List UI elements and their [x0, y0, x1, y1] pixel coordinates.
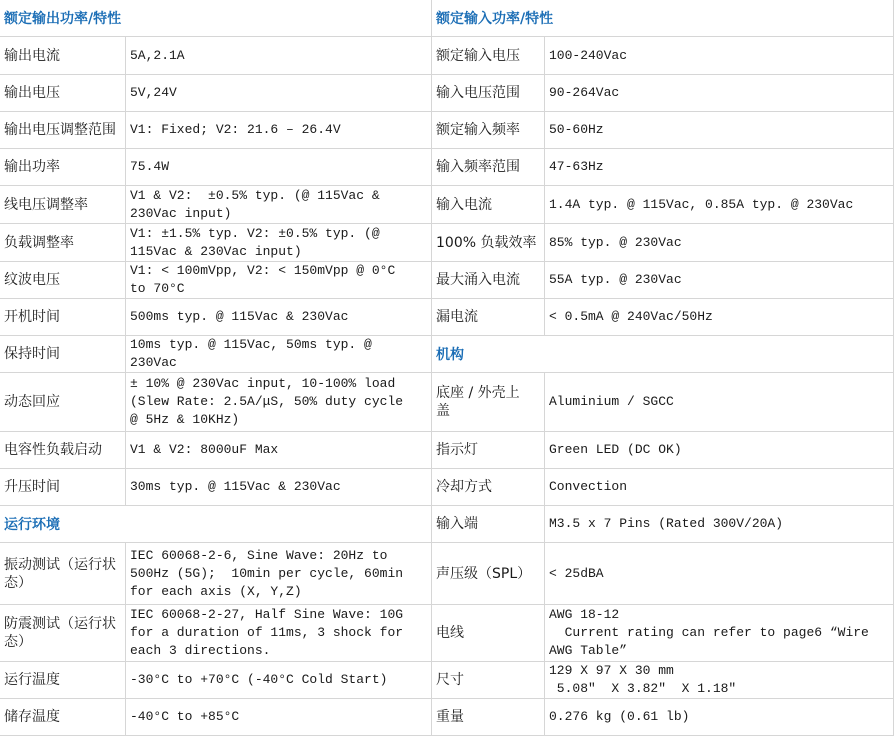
spec-label: 输入电压范围 [432, 75, 545, 112]
spec-value: V1 & V2: 8000uF Max [126, 432, 432, 469]
section-title-mechanical: 机构 [432, 336, 894, 373]
spec-value: M3.5 x 7 Pins (Rated 300V/20A) [545, 506, 894, 543]
spec-label: 防震测试（运行状 态） [0, 605, 126, 662]
spec-value: Convection [545, 469, 894, 506]
spec-value: Aluminium / SGCC [545, 373, 894, 432]
spec-label: 尺寸 [432, 662, 545, 699]
spec-label: 储存温度 [0, 699, 126, 736]
spec-value: IEC 60068-2-27, Half Sine Wave: 10G for a duration of 11ms, 3 shock for each 3 directions. [126, 605, 432, 662]
spec-value: 90-264Vac [545, 75, 894, 112]
spec-label: 指示灯 [432, 432, 545, 469]
spec-value: IEC 60068-2-6, Sine Wave: 20Hz to 500Hz (5G); 10min per cycle, 60min for each axis (X, Y,Z) [126, 543, 432, 605]
spec-value: 75.4W [126, 149, 432, 186]
spec-value: 100-240Vac [545, 37, 894, 75]
spec-value: 0.276 kg (0.61 lb) [545, 699, 894, 736]
spec-value: 1.4A typ. @ 115Vac, 0.85A typ. @ 230Vac [545, 186, 894, 224]
spec-value: < 0.5mA @ 240Vac/50Hz [545, 299, 894, 336]
spec-label: 保持时间 [0, 336, 126, 373]
spec-label: 输出电流 [0, 37, 126, 75]
spec-label: 100% 负载效率 [432, 224, 545, 262]
spec-value: -40°C to +85°C [126, 699, 432, 736]
section-title-environment: 运行环境 [0, 506, 432, 543]
spec-label: 振动测试（运行状 态） [0, 543, 126, 605]
spec-label: 升压时间 [0, 469, 126, 506]
spec-label: 负载调整率 [0, 224, 126, 262]
spec-value: V1: Fixed; V2: 21.6 – 26.4V [126, 112, 432, 149]
spec-value: ± 10% @ 230Vac input, 10-100% load (Slew Rate: 2.5A/μS, 50% duty cycle @ 5Hz & 10KHz) [126, 373, 432, 432]
spec-label: 输出功率 [0, 149, 126, 186]
spec-label: 纹波电压 [0, 262, 126, 299]
spec-label: 动态回应 [0, 373, 126, 432]
section-title-output: 额定输出功率/特性 [0, 0, 432, 37]
spec-value: 55A typ. @ 230Vac [545, 262, 894, 299]
spec-value: 129 X 97 X 30 mm 5.08″ X 3.82″ X 1.18″ [545, 662, 894, 699]
spec-label: 底座 / 外壳上 盖 [432, 373, 545, 432]
spec-value: 5A,2.1A [126, 37, 432, 75]
spec-value: 30ms typ. @ 115Vac & 230Vac [126, 469, 432, 506]
spec-label: 最大涌入电流 [432, 262, 545, 299]
spec-value: V1: < 100mVpp, V2: < 150mVpp @ 0°C to 70°C [126, 262, 432, 299]
spec-label: 输出电压 [0, 75, 126, 112]
spec-label: 冷却方式 [432, 469, 545, 506]
spec-label: 重量 [432, 699, 545, 736]
spec-value: 5V,24V [126, 75, 432, 112]
spec-value: AWG 18-12 Current rating can refer to page6 “Wire AWG Table” [545, 605, 894, 662]
spec-value: 50-60Hz [545, 112, 894, 149]
spec-label: 运行温度 [0, 662, 126, 699]
spec-label: 额定输入频率 [432, 112, 545, 149]
spec-value: 10ms typ. @ 115Vac, 50ms typ. @ 230Vac [126, 336, 432, 373]
spec-label: 电容性负载启动 [0, 432, 126, 469]
section-title-input: 额定输入功率/特性 [432, 0, 894, 37]
spec-value: V1 & V2: ±0.5% typ. (@ 115Vac & 230Vac input) [126, 186, 432, 224]
spec-label: 声压级（SPL） [432, 543, 545, 605]
spec-label: 输入频率范围 [432, 149, 545, 186]
spec-value: 47-63Hz [545, 149, 894, 186]
spec-value: < 25dBA [545, 543, 894, 605]
spec-label: 额定输入电压 [432, 37, 545, 75]
spec-label: 线电压调整率 [0, 186, 126, 224]
spec-value: Green LED (DC OK) [545, 432, 894, 469]
spec-label: 输入电流 [432, 186, 545, 224]
spec-value: -30°C to +70°C (-40°C Cold Start) [126, 662, 432, 699]
spec-label: 开机时间 [0, 299, 126, 336]
spec-label: 输出电压调整范围 [0, 112, 126, 149]
spec-value: 500ms typ. @ 115Vac & 230Vac [126, 299, 432, 336]
spec-label: 电线 [432, 605, 545, 662]
spec-label: 漏电流 [432, 299, 545, 336]
spec-value: 85% typ. @ 230Vac [545, 224, 894, 262]
spec-value: V1: ±1.5% typ. V2: ±0.5% typ. (@ 115Vac & 230Vac input) [126, 224, 432, 262]
spec-label: 输入端 [432, 506, 545, 543]
